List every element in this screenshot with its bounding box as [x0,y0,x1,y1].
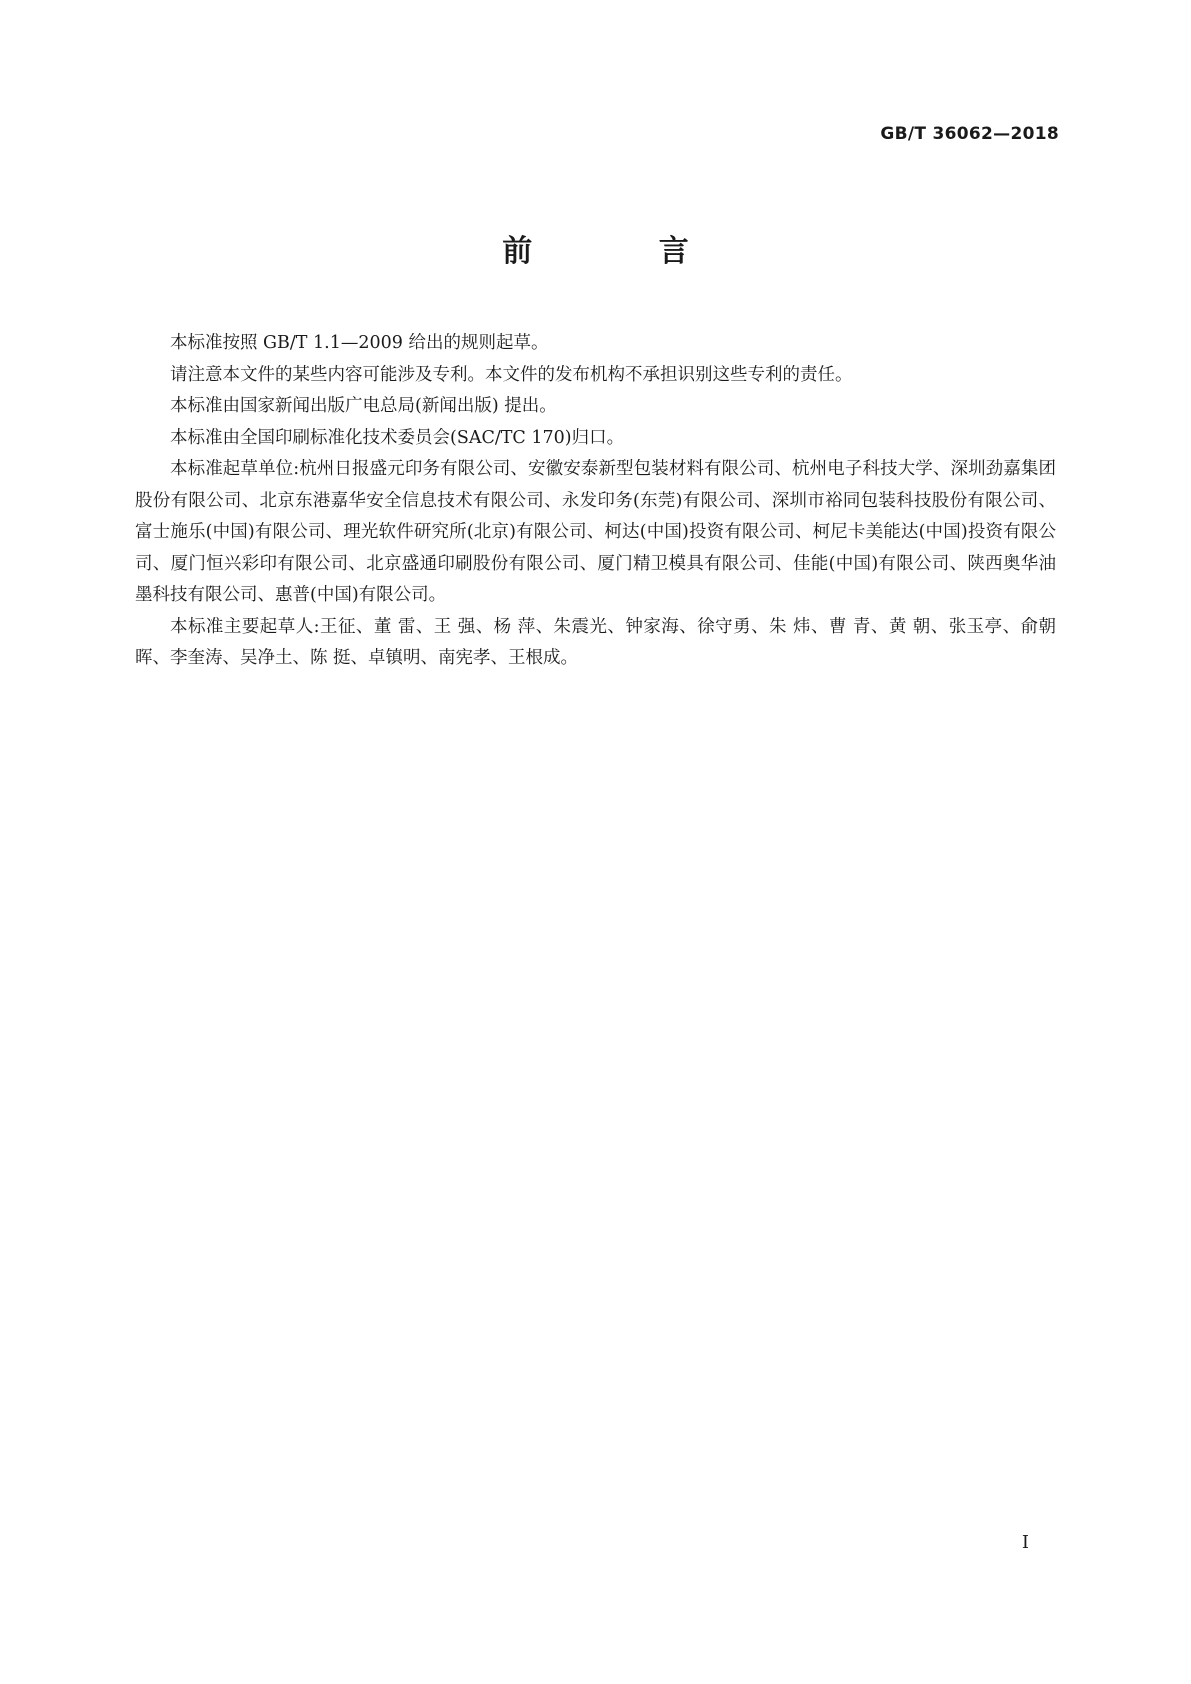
paragraph-committee: 本标准由全国印刷标准化技术委员会(SAC/TC 170)归口。 [170,427,625,448]
foreword-body [135,328,1056,675]
paragraph-patent-notice: 请注意本文件的某些内容可能涉及专利。本文件的发布机构不承担识别这些专利的责任。 [170,364,853,385]
page-title: 前 言 [502,234,747,269]
paragraph-drafting-rules: 本标准按照 GB/T 1.1—2009 给出的规则起草。 [170,333,549,353]
paragraph-drafters: 本标准主要起草人:王征、董 雷、王 强、杨 萍、朱震光、钟家海、徐守勇、朱 炜、曹 青、黄 朝、张玉亭、俞朝晖、李奎涛、吴净土、陈 挺、卓镇明、南宪孝、王根成。 [135,616,1056,668]
standard-code: GB/T 36062—2018 [880,124,1059,144]
paragraph-proposer: 本标准由国家新闻出版广电总局(新闻出版) 提出。 [170,396,557,416]
page-number: I [1021,1532,1029,1553]
paragraph-drafting-units: 本标准起草单位:杭州日报盛元印务有限公司、安徽安泰新型包装材料有限公司、杭州电子科技大学、深圳劲嘉集团股份有限公司、北京东港嘉华安全信息技术有限公司、永发印务(东莞)有限公司、深圳市裕同包装科技股份有限公司、富士施乐(中国)有限公司、理光软件研究所(北京)有限公司、柯达(中国)投资有限公司、柯尼卡美能达(中国)投资有限公司、厦门恒兴彩印有限公司、北京盛通印刷股份有限公司、厦门精卫模具有限公司、佳能(中国)有限公司、陕西奥华油墨科技有限公司、惠普(中国)有限公司。 [135,459,1056,605]
